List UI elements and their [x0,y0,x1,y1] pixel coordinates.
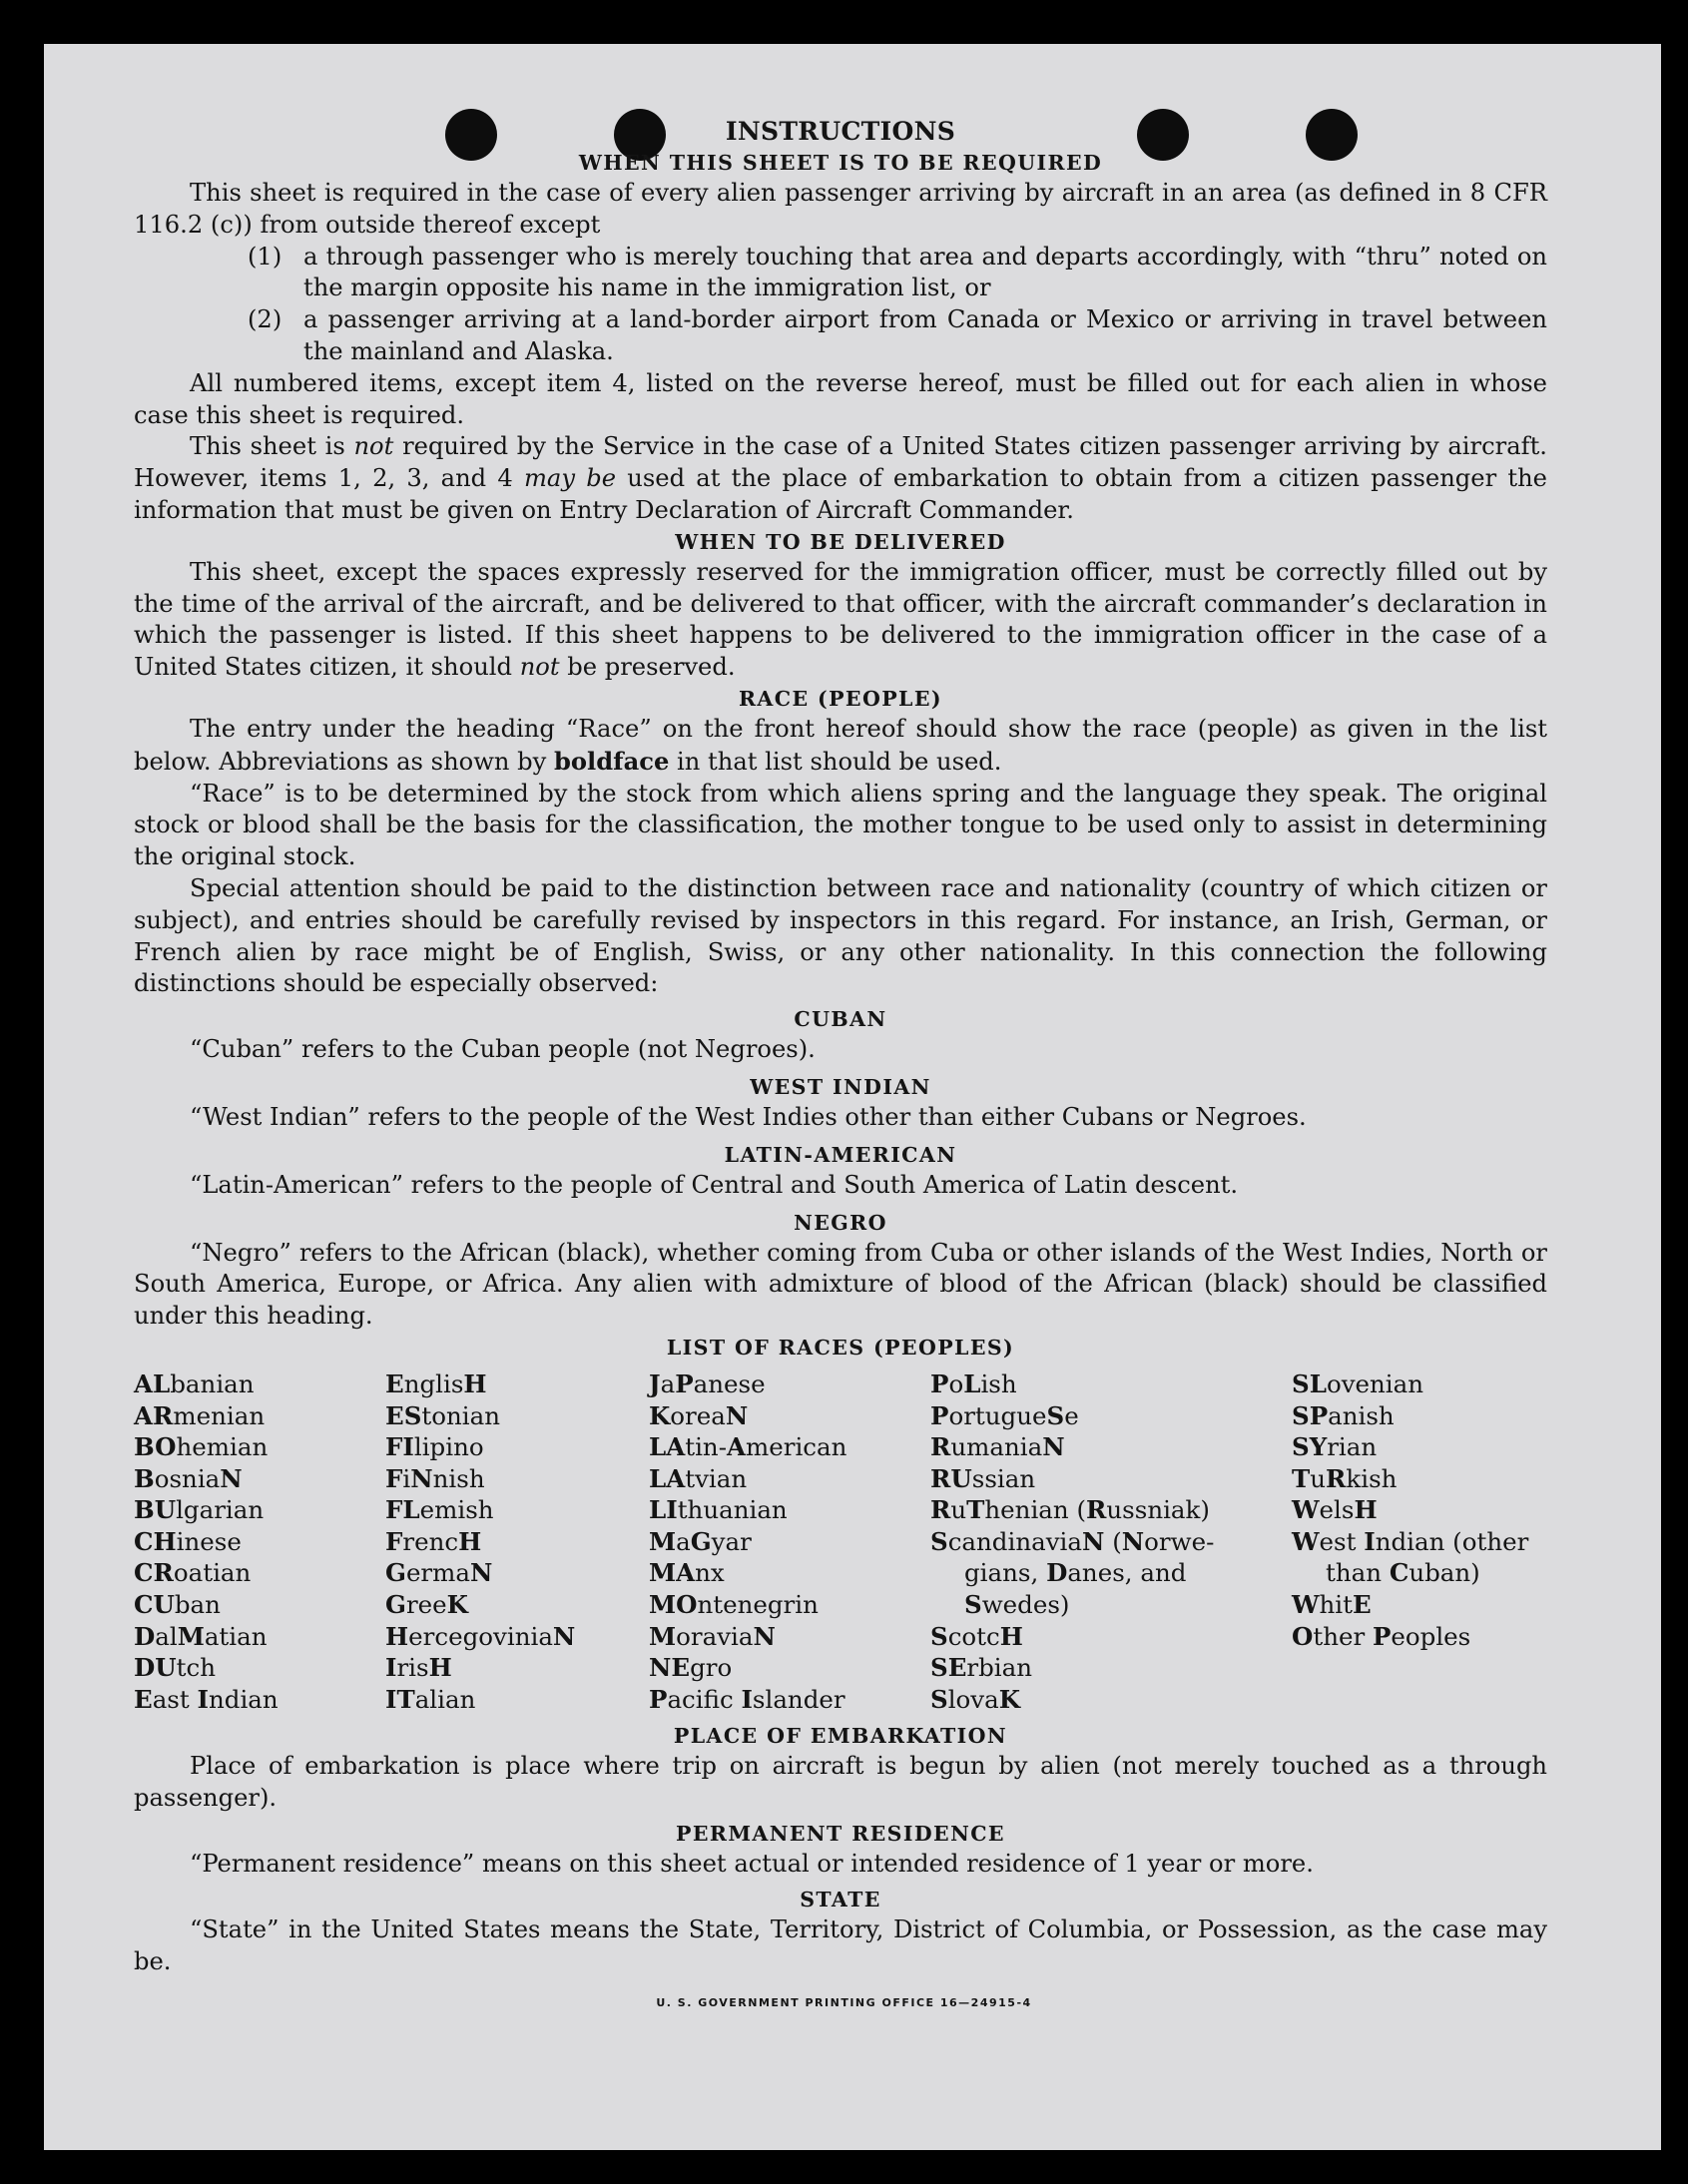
race-entry: HercegoviniaN [385,1621,576,1651]
race-entry: FiNnish [385,1463,485,1493]
races-list [134,1368,1547,1716]
page-title: INSTRUCTIONS [725,117,956,146]
race-entry: East Indian [134,1684,279,1714]
latin-american-text: “Latin-American” refers to the people of Central and South America of Latin descent. [190,1170,1239,1199]
race-entry: PoLish [930,1368,1017,1398]
race-entry-continuation: than Cuban) [1326,1558,1480,1588]
race-entry: BosniaN [134,1463,243,1493]
heading-when-required: WHEN THIS SHEET IS TO BE REQUIRED [578,151,1103,175]
numbered-items-paragraph: All numbered items, except item 4, listed on the reverse hereof, must be filled out for each alien in whose case this sheet is required. [134,368,1547,429]
heading-list-of-races: LIST OF RACES (PEOPLES) [666,1335,1015,1360]
race-entry: JaPanese [649,1368,766,1398]
exception-item [248,242,1547,305]
race-entry: GermaN [385,1558,493,1588]
race-entry: SErbian [930,1653,1033,1683]
race-entry: KoreaN [649,1400,749,1430]
race-entry: Pacific Islander [649,1684,845,1714]
race-entry: EnglisH [385,1368,487,1398]
state-text: “State” in the United States means the State, Territory, District of Columbia, or Possession, as the case may be. [134,1914,1547,1975]
race-entry: ALbanian [134,1368,255,1398]
race-entry: West Indian (other [1292,1526,1529,1556]
race-entry-continuation: gians, Danes, and [964,1558,1187,1588]
race-entry: MOntenegrin [649,1590,819,1620]
race-entry: MAnx [649,1558,725,1588]
negro-text: “Negro” refers to the African (black), whether coming from Cuba or other islands of the West Indies, North or South America, Europe, or Africa. Any alien with admixture of blood of the African (black) should be classified under this heading. [134,1238,1547,1331]
race-entry: WhitE [1292,1590,1372,1620]
race-entry: TuRkish [1292,1463,1398,1493]
permanent-residence-text: “Permanent residence” means on this sheet actual or intended residence of 1 year or more. [190,1850,1314,1879]
races-column [134,1368,385,1716]
race-entry: NEgro [649,1653,733,1683]
race-entry: DUtch [134,1653,216,1683]
race-entry: IrisH [385,1653,452,1683]
heading-cuban: CUBAN [794,1007,887,1032]
race-entry: CUban [134,1590,221,1620]
race-entry: FIlipino [385,1432,484,1462]
race-entry: LAtin-American [649,1432,847,1462]
race-entry: LAtvian [649,1463,748,1493]
race-entry: FLemish [385,1495,494,1525]
race-entry: RumaniaN [930,1432,1065,1462]
printing-office-imprint: U. S. GOVERNMENT PRINTING OFFICE 16—24915-4 [656,1996,1032,2009]
races-column [649,1368,930,1716]
race-entry: PortugueSe [930,1400,1079,1430]
cuban-text: “Cuban” refers to the Cuban people (not Negroes). [190,1035,816,1064]
heading-permanent-residence: PERMANENT RESIDENCE [676,1822,1005,1847]
race-entry-continuation: Swedes) [964,1590,1070,1620]
race-entry: EStonian [385,1400,500,1430]
item-text: a passenger arriving at a land-border airport from Canada or Mexico or arriving in travel between the mainland and Alaska. [303,305,1547,365]
race-paragraph-2: “Race” is to be determined by the stock from which aliens spring and the language they speak. The original stock or blood shall be the basis for the classification, the mother tongue to be used only to assist in determining the original stock. [134,779,1547,871]
race-entry: SlovaK [930,1684,1021,1714]
race-entry: FrencH [385,1526,482,1556]
race-paragraph-1: The entry under the heading “Race” on the front hereof should show the race (people) as given in the list below. Abbreviations as shown by boldface in that list should be used. [134,714,1547,776]
heading-latin-american: LATIN-AMERICAN [724,1142,957,1167]
heading-negro: NEGRO [794,1210,887,1235]
when-delivered-paragraph: This sheet, except the spaces expressly reserved for the immigration officer, must be correctly filled out by the time of the arrival of the aircraft, and be delivered to that officer, with the aircraft commander’s declaration in which the passenger is listed. If this sheet happens to be delivered to the immigration officer in the case of a United States citizen, it should not be preserved. [134,557,1547,682]
heading-state: STATE [800,1887,881,1911]
heading-west-indian: WEST INDIAN [750,1074,931,1099]
races-column [1292,1368,1547,1716]
race-entry: RuThenian (Russniak) [930,1495,1210,1525]
race-entry: LIthuanian [649,1495,788,1525]
race-entry: ARmenian [134,1400,266,1430]
exception-item [248,304,1547,368]
instructions-body [134,116,1547,1977]
place-of-embarkation-text: Place of embarkation is place where trip on aircraft is begun by alien (not merely touched as a through passenger). [134,1752,1547,1813]
race-entry: WelsH [1292,1495,1378,1525]
heading-place-of-embarkation: PLACE OF EMBARKATION [673,1724,1008,1749]
races-column [385,1368,649,1716]
race-entry: BUlgarian [134,1495,265,1525]
race-entry: CRoatian [134,1558,252,1588]
heading-when-delivered: WHEN TO BE DELIVERED [675,529,1006,554]
heading-race: RACE (PEOPLE) [739,686,942,711]
race-entry: ScandinaviaN (Norwe- [930,1526,1215,1556]
item-number: (2) [248,305,282,334]
west-indian-text: “West Indian” refers to the people of the West Indies other than either Cubans or Negroes. [190,1102,1307,1131]
race-entry: CHinese [134,1526,242,1556]
race-paragraph-3: Special attention should be paid to the distinction between race and nationality (country of which citizen or subject), and entries should be carefully revised by inspectors in this regard. For instance, an Irish, German, or French alien by race might be of English, Swiss, or any other nationality. In this connection the following distinctions should be especially observed: [134,873,1547,998]
race-entry: BOhemian [134,1432,269,1462]
item-number: (1) [248,242,282,271]
race-entry: MaGyar [649,1526,752,1556]
when-required-intro: This sheet is required in the case of every alien passenger arriving by aircraft in an area (as defined in 8 CFR 116.2 (c)) from outside thereof except [134,179,1547,239]
race-entry: MoraviaN [649,1621,776,1651]
race-entry: GreeK [385,1590,468,1620]
race-entry: Other Peoples [1292,1621,1471,1651]
race-entry: ITalian [385,1684,476,1714]
race-entry: ScotcH [930,1621,1023,1651]
citizen-paragraph: This sheet is not required by the Service in the case of a United States citizen passenger arriving by aircraft. However, items 1, 2, 3, and 4 may be used at the place of embarkation to obtain from a citizen passenger the information that must be given on Entry Declaration of Aircraft Commander. [134,432,1547,524]
item-text: a through passenger who is merely touching that area and departs accordingly, with “thru” noted on the margin opposite his name in the immigration list, or [303,242,1547,302]
races-column [930,1368,1292,1716]
race-entry: DalMatian [134,1621,268,1651]
race-entry: RUssian [930,1463,1036,1493]
race-entry: SLovenian [1292,1368,1424,1398]
race-entry: SPanish [1292,1400,1395,1430]
race-entry: SYrian [1292,1432,1378,1462]
